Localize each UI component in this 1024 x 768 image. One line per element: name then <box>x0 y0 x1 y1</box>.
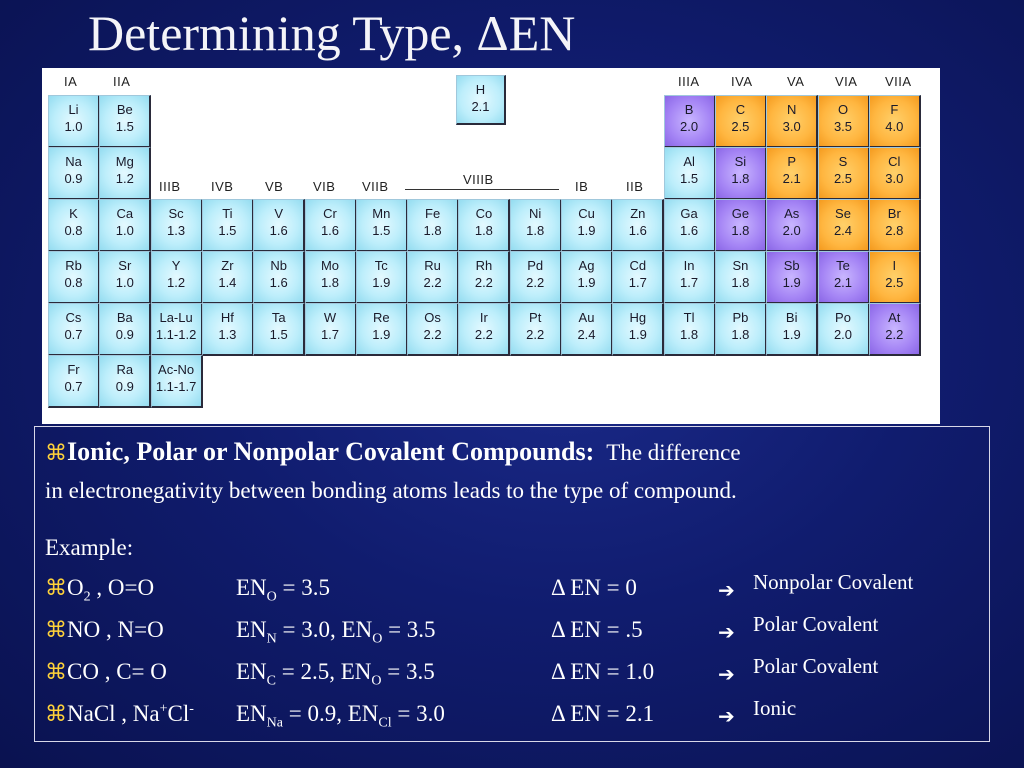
element-symbol: Ti <box>222 206 233 221</box>
element-cell-s <box>818 147 870 200</box>
example-delta: Δ EN = 1.0 <box>551 659 655 684</box>
bullet-icon: ⌘ <box>45 575 67 600</box>
element-en: 1.6 <box>269 223 288 238</box>
en-a-sub: C <box>266 673 277 689</box>
group-label-vb: VB <box>265 179 284 194</box>
arrow-icon: ➔ <box>718 664 735 686</box>
en-a: EN <box>236 701 267 726</box>
element-symbol: Si <box>734 154 747 169</box>
element-en: 1.6 <box>628 223 647 238</box>
element-en: 1.8 <box>731 327 750 342</box>
element-cell-cd <box>612 251 664 304</box>
element-en: 1.7 <box>680 275 699 290</box>
example-formula <box>45 701 194 727</box>
en-a-val: = 3.5 <box>276 575 331 600</box>
element-en: 1.3 <box>167 223 186 238</box>
element-cell-mo <box>305 251 357 304</box>
element-symbol: Ag <box>578 258 595 273</box>
element-cell-fr <box>48 355 100 408</box>
example-formula <box>45 617 164 643</box>
element-en: 1.6 <box>269 275 288 290</box>
element-cell-p <box>766 147 818 200</box>
element-symbol: At <box>888 310 901 325</box>
element-cell-os <box>407 303 459 356</box>
element-cell-ge <box>715 199 767 252</box>
element-cell-co <box>458 199 510 252</box>
element-symbol: Pt <box>529 310 542 325</box>
element-en: 2.0 <box>782 223 801 238</box>
element-cell-at <box>869 303 921 356</box>
element-symbol: Fe <box>425 206 441 221</box>
element-cell-ba <box>99 303 151 356</box>
example-formula <box>45 575 154 606</box>
formula: O <box>67 575 84 600</box>
element-cell-bi <box>766 303 818 356</box>
element-symbol: La-Lu <box>159 310 193 325</box>
element-en: 1.5 <box>115 119 134 134</box>
element-symbol: Na <box>65 154 82 169</box>
element-en: 1.9 <box>577 275 596 290</box>
element-cell-ca <box>99 199 151 252</box>
element-en: 1.8 <box>474 223 493 238</box>
element-en: 1.8 <box>731 223 750 238</box>
element-symbol: Ta <box>271 310 286 325</box>
heading: Ionic, Polar or Nonpolar Covalent Compounds: <box>67 437 595 466</box>
example-label: Example: <box>45 535 134 560</box>
element-en: 2.4 <box>577 327 596 342</box>
element-cell-ga <box>664 199 716 252</box>
example-formula <box>45 659 167 685</box>
example-en <box>236 575 330 606</box>
element-cell-ac-no <box>151 355 203 408</box>
element-en: 1.8 <box>680 327 699 342</box>
group-label-viiib: VIIIB <box>463 172 494 187</box>
element-en: 3.0 <box>885 171 904 186</box>
element-en: 2.2 <box>526 327 545 342</box>
element-symbol: Ca <box>116 206 134 221</box>
element-en: 3.0 <box>782 119 801 134</box>
en-b-sub: O <box>372 631 383 647</box>
element-en: 1.6 <box>680 223 699 238</box>
element-cell-mg <box>99 147 151 200</box>
element-cell-sn <box>715 251 767 304</box>
element-symbol: Y <box>171 258 181 273</box>
element-en: 0.9 <box>64 171 83 186</box>
group-label-viib: VIIB <box>362 179 389 194</box>
element-en: 1.5 <box>680 171 699 186</box>
element-cell-tc <box>356 251 408 304</box>
element-symbol: Li <box>68 102 79 117</box>
en-b-sub: Cl <box>378 715 392 731</box>
element-symbol: Se <box>835 206 851 221</box>
element-en: 1.9 <box>628 327 647 342</box>
example-result: Ionic <box>753 696 797 720</box>
element-symbol: Ba <box>116 310 133 325</box>
element-symbol: As <box>784 206 800 221</box>
group-label-va: VA <box>787 74 805 89</box>
en-a-sub: O <box>266 589 277 605</box>
element-symbol: Ru <box>424 258 441 273</box>
element-cell-b <box>664 95 716 148</box>
element-cell-h <box>456 75 506 125</box>
element-en: 1.0 <box>64 119 83 134</box>
explanation-box <box>34 426 990 742</box>
bullet-icon: ⌘ <box>45 440 67 465</box>
element-cell-w <box>305 303 357 356</box>
element-cell-ti <box>202 199 254 252</box>
element-en: 1.2 <box>167 275 186 290</box>
element-cell-pt <box>510 303 562 356</box>
element-symbol: Ir <box>479 310 488 325</box>
element-cell-sb <box>766 251 818 304</box>
en-a-sub: N <box>266 631 277 647</box>
element-cell-si <box>715 147 767 200</box>
en-a: EN <box>236 575 267 600</box>
element-en: 1.1-1.2 <box>155 327 197 342</box>
element-symbol: Cd <box>629 258 647 273</box>
element-symbol: Ga <box>680 206 698 221</box>
element-cell-zr <box>202 251 254 304</box>
element-cell-br <box>869 199 921 252</box>
element-symbol: Au <box>578 310 595 325</box>
element-en: 1.4 <box>218 275 237 290</box>
element-cell-fe <box>407 199 459 252</box>
periodic-table <box>42 68 940 424</box>
element-cell-cr <box>305 199 357 252</box>
formula-rest: , O=O <box>90 575 155 600</box>
en-a-val: = 3.0, <box>276 617 342 642</box>
element-en: 1.6 <box>320 223 340 238</box>
en-b-val: = 3.0 <box>391 701 445 726</box>
element-symbol: In <box>683 258 695 273</box>
element-en: 4.0 <box>885 119 904 134</box>
element-symbol: Pb <box>732 310 749 325</box>
element-symbol: Ge <box>731 206 750 221</box>
element-en: 2.5 <box>885 275 904 290</box>
element-symbol: O <box>837 102 849 117</box>
element-en: 2.2 <box>423 275 442 290</box>
group-label-iia: IIA <box>113 74 131 89</box>
element-cell-rb <box>48 251 100 304</box>
element-symbol: Ac-No <box>158 362 195 377</box>
element-en: 2.5 <box>731 119 750 134</box>
element-symbol: I <box>892 258 897 273</box>
element-symbol: S <box>838 154 848 169</box>
element-cell-zn <box>612 199 664 252</box>
element-en: 0.7 <box>64 379 83 394</box>
formula-rest: , C= O <box>98 659 167 684</box>
en-b-val: = 3.5 <box>381 659 435 684</box>
example-delta: Δ EN = 0 <box>551 575 637 600</box>
element-symbol: Mo <box>320 258 340 273</box>
element-symbol: Co <box>475 206 493 221</box>
element-symbol: Po <box>835 310 851 325</box>
viiib-bracket-line <box>405 189 559 190</box>
element-symbol: F <box>890 102 899 117</box>
element-en: 2.5 <box>833 171 853 186</box>
bullet-icon: ⌘ <box>45 617 67 642</box>
element-cell-na <box>48 147 100 200</box>
element-symbol: Zr <box>221 258 234 273</box>
element-symbol: Rb <box>65 258 82 273</box>
element-en: 1.9 <box>782 275 801 290</box>
element-cell-be <box>99 95 151 148</box>
element-en: 1.9 <box>372 327 391 342</box>
element-en: 2.1 <box>782 171 801 186</box>
element-symbol: B <box>684 102 694 117</box>
example-en <box>236 659 435 690</box>
element-symbol: Cs <box>65 310 82 325</box>
element-en: 1.9 <box>577 223 596 238</box>
element-cell-v <box>253 199 305 252</box>
group-label-iib: IIB <box>626 179 644 194</box>
element-cell-se <box>818 199 870 252</box>
element-cell-rh <box>458 251 510 304</box>
element-en: 1.1-1.7 <box>155 379 197 394</box>
element-symbol: Rh <box>475 258 493 273</box>
element-en: 0.8 <box>64 223 83 238</box>
element-en: 0.9 <box>115 327 134 342</box>
element-cell-nb <box>253 251 305 304</box>
element-cell-ru <box>407 251 459 304</box>
element-en: 1.5 <box>269 327 288 342</box>
element-symbol: Sb <box>783 258 800 273</box>
element-symbol: Nb <box>270 258 287 273</box>
element-symbol: Zn <box>630 206 646 221</box>
element-cell-pd <box>510 251 562 304</box>
element-en: 2.2 <box>885 327 904 342</box>
element-cell-cl <box>869 147 921 200</box>
element-cell-po <box>818 303 870 356</box>
element-symbol: K <box>69 206 78 221</box>
formula-subscript: 2 <box>83 589 91 605</box>
element-en: 2.2 <box>423 327 442 342</box>
element-cell-sr <box>99 251 151 304</box>
example-result: Polar Covalent <box>753 654 879 678</box>
element-cell-sc <box>151 199 203 252</box>
element-symbol: Ra <box>116 362 134 377</box>
element-cell-i <box>869 251 921 304</box>
example-delta: Δ EN = 2.1 <box>551 701 655 726</box>
element-cell-ni <box>510 199 562 252</box>
element-en: 2.8 <box>885 223 904 238</box>
element-cell-cu <box>561 199 613 252</box>
element-en: 1.9 <box>782 327 801 342</box>
element-symbol: Sr <box>118 258 132 273</box>
group-label-viia: VIIA <box>885 74 912 89</box>
element-cell-o <box>818 95 870 148</box>
formula-superscript-2: - <box>189 701 194 717</box>
element-cell-ra <box>99 355 151 408</box>
element-symbol: H <box>475 82 486 97</box>
element-en: 2.2 <box>526 275 545 290</box>
group-label-vib: VIB <box>313 179 336 194</box>
element-en: 2.2 <box>474 327 493 342</box>
bullet-icon: ⌘ <box>45 659 67 684</box>
element-cell-f <box>869 95 921 148</box>
intro-text-2: in electronegativity between bonding atoms leads to the type of compound. <box>45 478 737 503</box>
en-b-val: = 3.5 <box>382 617 436 642</box>
element-symbol: W <box>323 310 337 325</box>
example-en <box>236 617 436 648</box>
element-en: 2.0 <box>833 327 853 342</box>
group-label-via: VIA <box>835 74 858 89</box>
arrow-icon: ➔ <box>718 580 735 602</box>
en-b: EN <box>347 701 379 726</box>
formula-rest: Cl <box>167 701 190 726</box>
en-a-val: = 2.5, <box>276 659 341 684</box>
element-cell-y <box>151 251 203 304</box>
formula: NaCl , Na <box>67 701 160 726</box>
element-cell-li <box>48 95 100 148</box>
element-en: 0.8 <box>64 275 83 290</box>
element-symbol: Cr <box>323 206 337 221</box>
example-delta: Δ EN = .5 <box>551 617 643 642</box>
element-en: 1.0 <box>115 223 134 238</box>
element-symbol: Bi <box>785 310 798 325</box>
group-label-ivb: IVB <box>211 179 234 194</box>
element-en: 2.4 <box>833 223 853 238</box>
element-en: 1.7 <box>628 275 647 290</box>
element-cell-hf <box>202 303 254 356</box>
element-symbol: N <box>786 102 797 117</box>
element-en: 1.8 <box>423 223 442 238</box>
element-en: 1.8 <box>731 275 750 290</box>
element-symbol: Cl <box>888 154 901 169</box>
element-en: 0.9 <box>115 379 134 394</box>
element-symbol: Re <box>372 310 390 325</box>
element-symbol: Ni <box>529 206 542 221</box>
element-symbol: Al <box>683 154 695 169</box>
en-b-sub: O <box>371 673 382 689</box>
element-en: 0.7 <box>64 327 83 342</box>
element-en: 2.2 <box>474 275 493 290</box>
en-a-sub: Na <box>266 715 283 731</box>
element-symbol: Sc <box>168 206 184 221</box>
formula-superscript: + <box>159 701 168 717</box>
element-symbol: Pd <box>527 258 544 273</box>
element-cell-ta <box>253 303 305 356</box>
element-cell-la-lu <box>151 303 203 356</box>
group-label-iiib: IIIB <box>159 179 181 194</box>
element-cell-as <box>766 199 818 252</box>
element-cell-n <box>766 95 818 148</box>
element-symbol: V <box>274 206 284 221</box>
element-cell-cs <box>48 303 100 356</box>
element-symbol: Br <box>887 206 901 221</box>
element-cell-te <box>818 251 870 304</box>
element-cell-k <box>48 199 100 252</box>
formula-rest: , N=O <box>100 617 164 642</box>
heading-line <box>45 437 741 467</box>
element-symbol: Tc <box>374 258 388 273</box>
element-en: 1.7 <box>320 327 340 342</box>
element-en: 2.1 <box>471 99 490 114</box>
element-symbol: Mg <box>115 154 134 169</box>
arrow-icon: ➔ <box>718 622 735 644</box>
formula: CO <box>67 659 99 684</box>
element-symbol: Be <box>116 102 133 117</box>
element-symbol: Hf <box>220 310 234 325</box>
group-label-ia: IA <box>64 74 78 89</box>
group-label-iva: IVA <box>731 74 753 89</box>
element-symbol: Cu <box>578 206 595 221</box>
element-cell-mn <box>356 199 408 252</box>
element-en: 1.8 <box>526 223 545 238</box>
en-b: EN <box>341 617 373 642</box>
element-en: 1.9 <box>372 275 391 290</box>
element-symbol: Sn <box>732 258 749 273</box>
example-result: Nonpolar Covalent <box>753 570 914 594</box>
element-en: 1.8 <box>320 275 340 290</box>
en-a: EN <box>236 659 267 684</box>
element-cell-re <box>356 303 408 356</box>
element-cell-ag <box>561 251 613 304</box>
element-en: 3.5 <box>833 119 853 134</box>
en-a-val: = 0.9, <box>283 701 348 726</box>
example-result: Polar Covalent <box>753 612 879 636</box>
element-cell-au <box>561 303 613 356</box>
group-label-ib: IB <box>575 179 589 194</box>
element-symbol: Os <box>424 310 441 325</box>
element-symbol: Tl <box>683 310 695 325</box>
element-en: 1.8 <box>731 171 750 186</box>
bullet-icon: ⌘ <box>45 701 67 726</box>
element-en: 1.2 <box>115 171 134 186</box>
element-symbol: Mn <box>372 206 391 221</box>
element-symbol: C <box>735 102 746 117</box>
en-b: EN <box>340 659 372 684</box>
formula: NO <box>67 617 101 642</box>
element-en: 1.3 <box>218 327 237 342</box>
element-en: 1.5 <box>372 223 391 238</box>
element-cell-c <box>715 95 767 148</box>
element-cell-pb <box>715 303 767 356</box>
element-en: 2.0 <box>680 119 699 134</box>
element-symbol: Hg <box>629 310 647 325</box>
group-label-iiia: IIIA <box>678 74 700 89</box>
element-cell-hg <box>612 303 664 356</box>
element-cell-tl <box>664 303 716 356</box>
element-symbol: Fr <box>67 362 80 377</box>
arrow-icon: ➔ <box>718 706 735 728</box>
element-cell-in <box>664 251 716 304</box>
example-en <box>236 701 445 732</box>
element-symbol: Te <box>836 258 850 273</box>
element-cell-al <box>664 147 716 200</box>
element-symbol: P <box>787 154 797 169</box>
element-en: 2.1 <box>833 275 853 290</box>
element-en: 1.0 <box>115 275 134 290</box>
slide-title: Determining Type, ΔEN <box>88 5 576 61</box>
element-en: 1.5 <box>218 223 237 238</box>
en-a: EN <box>236 617 267 642</box>
element-cell-ir <box>458 303 510 356</box>
intro-text-1: The difference <box>606 440 741 465</box>
